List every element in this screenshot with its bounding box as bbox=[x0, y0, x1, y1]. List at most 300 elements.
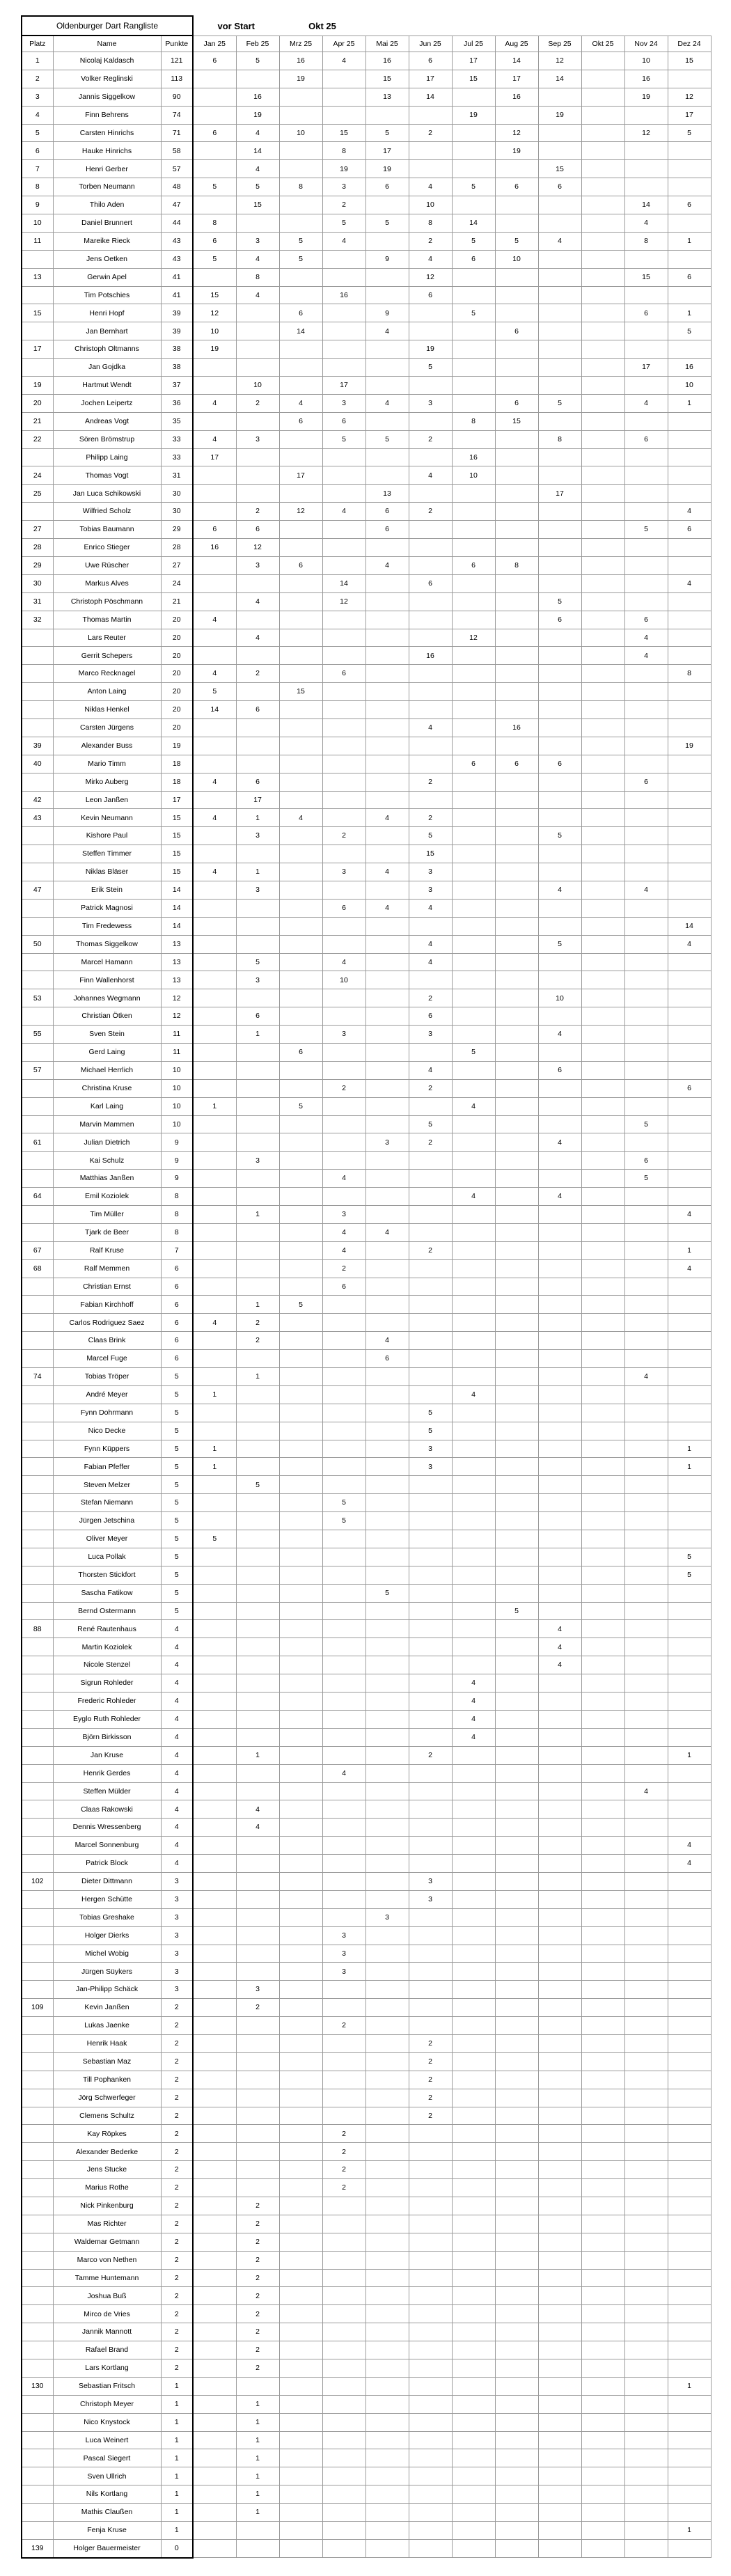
points-cell: 36 bbox=[161, 394, 193, 412]
points-cell: 58 bbox=[161, 142, 193, 160]
month-score-cell bbox=[409, 1782, 452, 1800]
month-score-cell bbox=[495, 1819, 538, 1837]
month-score-cell bbox=[668, 1602, 711, 1620]
month-score-cell bbox=[279, 485, 322, 503]
month-score-cell bbox=[581, 178, 624, 196]
month-score-cell bbox=[624, 1043, 668, 1061]
player-name-cell: Sven Stein bbox=[53, 1026, 161, 1044]
points-cell: 4 bbox=[161, 1620, 193, 1638]
points-cell: 10 bbox=[161, 1061, 193, 1079]
month-score-cell bbox=[322, 1350, 366, 1368]
month-score-cell bbox=[538, 1440, 581, 1458]
month-score-cell bbox=[581, 1620, 624, 1638]
month-score-cell bbox=[495, 1115, 538, 1133]
month-score-cell bbox=[193, 1656, 236, 1674]
player-name-cell: Alexander Buss bbox=[53, 737, 161, 755]
rank-cell: 5 bbox=[22, 124, 53, 142]
player-name-cell: Tim Fredewess bbox=[53, 917, 161, 935]
month-score-cell bbox=[236, 1259, 279, 1278]
player-name-cell: Niklas Henkel bbox=[53, 701, 161, 719]
month-score-cell: 16 bbox=[236, 88, 279, 106]
month-score-cell bbox=[581, 521, 624, 539]
month-score-cell: 2 bbox=[409, 989, 452, 1007]
month-score-cell bbox=[495, 2305, 538, 2323]
month-score-cell bbox=[495, 1188, 538, 1206]
month-score-cell: 2 bbox=[322, 2179, 366, 2197]
month-score-cell bbox=[624, 377, 668, 395]
month-score-cell bbox=[193, 2251, 236, 2269]
month-score-cell bbox=[624, 2522, 668, 2540]
month-score-cell bbox=[193, 1223, 236, 1241]
month-score-cell bbox=[366, 2359, 409, 2378]
month-score-cell bbox=[624, 178, 668, 196]
player-name-cell: Erik Stein bbox=[53, 881, 161, 899]
month-score-cell bbox=[495, 1458, 538, 1476]
month-score-cell bbox=[495, 2395, 538, 2413]
table-row bbox=[22, 755, 711, 773]
rank-cell bbox=[22, 1223, 53, 1241]
rank-cell bbox=[22, 1819, 53, 1837]
rank-cell bbox=[22, 1170, 53, 1188]
month-score-cell bbox=[668, 214, 711, 233]
month-score-cell bbox=[581, 1314, 624, 1332]
player-name-cell: Nico Knystock bbox=[53, 2413, 161, 2431]
month-score-cell bbox=[452, 1206, 495, 1224]
month-score-cell bbox=[193, 1133, 236, 1152]
month-score-cell bbox=[581, 899, 624, 917]
month-score-cell: 4 bbox=[366, 556, 409, 574]
month-score-cell bbox=[538, 737, 581, 755]
month-score-cell: 4 bbox=[366, 863, 409, 881]
rank-cell: 61 bbox=[22, 1133, 53, 1152]
sheet-title: Oldenburger Dart Rangliste bbox=[22, 16, 193, 36]
month-score-cell bbox=[409, 322, 452, 340]
month-score-cell bbox=[495, 1241, 538, 1259]
month-score-cell: 2 bbox=[236, 503, 279, 521]
month-score-cell: 5 bbox=[366, 124, 409, 142]
month-score-cell bbox=[495, 1764, 538, 1782]
month-score-cell bbox=[452, 592, 495, 611]
table-row bbox=[22, 1241, 711, 1259]
month-score-cell bbox=[538, 2431, 581, 2449]
month-score-cell bbox=[495, 1837, 538, 1855]
month-score-cell bbox=[581, 2071, 624, 2089]
month-score-cell bbox=[279, 1819, 322, 1837]
month-score-cell bbox=[279, 665, 322, 683]
table-row bbox=[22, 2413, 711, 2431]
points-cell: 2 bbox=[161, 2052, 193, 2071]
month-score-cell bbox=[538, 2305, 581, 2323]
table-row bbox=[22, 1152, 711, 1170]
month-score-cell bbox=[193, 953, 236, 971]
month-score-cell bbox=[452, 1602, 495, 1620]
points-cell: 4 bbox=[161, 1693, 193, 1711]
month-score-cell bbox=[236, 1710, 279, 1728]
month-score-cell bbox=[322, 2034, 366, 2052]
month-score-cell: 5 bbox=[538, 394, 581, 412]
month-score-cell bbox=[581, 1548, 624, 1566]
points-cell: 43 bbox=[161, 232, 193, 250]
table-row bbox=[22, 1476, 711, 1494]
month-score-cell bbox=[581, 2539, 624, 2557]
player-name-cell: Kishore Paul bbox=[53, 827, 161, 845]
month-score-cell bbox=[624, 2341, 668, 2359]
month-score-cell bbox=[193, 1746, 236, 1764]
table-row bbox=[22, 1133, 711, 1152]
month-score-cell bbox=[366, 881, 409, 899]
month-score-cell bbox=[366, 1819, 409, 1837]
month-score-cell bbox=[236, 1638, 279, 1656]
month-score-cell bbox=[366, 2522, 409, 2540]
table-row bbox=[22, 2197, 711, 2215]
header-month: Aug 25 bbox=[495, 36, 538, 52]
month-score-cell bbox=[322, 2107, 366, 2125]
month-score-cell bbox=[624, 106, 668, 124]
month-score-cell bbox=[279, 863, 322, 881]
month-score-cell: 2 bbox=[322, 2143, 366, 2161]
month-score-cell bbox=[581, 1079, 624, 1097]
rank-cell: 13 bbox=[22, 268, 53, 286]
points-cell: 9 bbox=[161, 1152, 193, 1170]
month-score-cell bbox=[538, 2017, 581, 2035]
month-score-cell bbox=[409, 1512, 452, 1530]
table-row bbox=[22, 1079, 711, 1097]
month-score-cell bbox=[452, 1800, 495, 1819]
month-score-cell bbox=[538, 917, 581, 935]
points-cell: 4 bbox=[161, 1782, 193, 1800]
month-score-cell bbox=[279, 1278, 322, 1296]
month-score-cell bbox=[366, 1710, 409, 1728]
month-score-cell bbox=[581, 1241, 624, 1259]
table-row bbox=[22, 1566, 711, 1584]
month-score-cell bbox=[322, 809, 366, 827]
rank-cell bbox=[22, 1440, 53, 1458]
rank-cell: 88 bbox=[22, 1620, 53, 1638]
month-score-cell bbox=[581, 2034, 624, 2052]
month-score-cell bbox=[581, 1746, 624, 1764]
points-cell: 2 bbox=[161, 2233, 193, 2251]
month-score-cell bbox=[452, 2522, 495, 2540]
player-name-cell: Jürgen Süykers bbox=[53, 1963, 161, 1981]
month-score-cell: 1 bbox=[236, 2431, 279, 2449]
month-score-cell bbox=[538, 1368, 581, 1386]
player-name-cell: Lukas Jaenke bbox=[53, 2017, 161, 2035]
month-score-cell bbox=[322, 647, 366, 665]
month-score-cell bbox=[581, 1440, 624, 1458]
month-score-cell bbox=[193, 1259, 236, 1278]
month-score-cell: 2 bbox=[409, 1241, 452, 1259]
month-score-cell bbox=[322, 1548, 366, 1566]
month-score-cell bbox=[624, 539, 668, 557]
month-score-cell bbox=[366, 827, 409, 845]
month-score-cell bbox=[668, 1152, 711, 1170]
points-cell: 17 bbox=[161, 791, 193, 809]
month-score-cell bbox=[322, 1133, 366, 1152]
month-score-cell bbox=[366, 448, 409, 466]
points-cell: 5 bbox=[161, 1548, 193, 1566]
month-score-cell bbox=[668, 1945, 711, 1963]
month-score-cell: 4 bbox=[236, 629, 279, 647]
points-cell: 4 bbox=[161, 1728, 193, 1746]
month-score-cell: 5 bbox=[538, 827, 581, 845]
month-score-cell bbox=[668, 539, 711, 557]
month-score-cell bbox=[366, 665, 409, 683]
month-score-cell: 1 bbox=[668, 232, 711, 250]
table-row bbox=[22, 1837, 711, 1855]
month-score-cell bbox=[581, 304, 624, 322]
month-score-cell bbox=[279, 845, 322, 863]
points-cell: 6 bbox=[161, 1314, 193, 1332]
month-score-cell bbox=[279, 737, 322, 755]
month-score-cell bbox=[581, 2287, 624, 2305]
month-score-cell bbox=[581, 989, 624, 1007]
player-name-cell: Henri Hopf bbox=[53, 304, 161, 322]
month-score-cell: 4 bbox=[193, 430, 236, 448]
month-score-cell bbox=[538, 2143, 581, 2161]
month-score-cell bbox=[366, 1981, 409, 1999]
month-score-cell bbox=[236, 1133, 279, 1152]
month-score-cell bbox=[193, 1710, 236, 1728]
month-score-cell bbox=[236, 2539, 279, 2557]
month-score-cell bbox=[452, 845, 495, 863]
month-score-cell bbox=[452, 1259, 495, 1278]
month-score-cell: 19 bbox=[668, 737, 711, 755]
month-score-cell bbox=[624, 1566, 668, 1584]
table-row bbox=[22, 124, 711, 142]
player-name-cell: Holger Bauermeister bbox=[53, 2539, 161, 2557]
month-score-cell bbox=[624, 1963, 668, 1981]
month-score-cell bbox=[193, 2539, 236, 2557]
month-score-cell bbox=[495, 1368, 538, 1386]
month-score-cell: 4 bbox=[409, 935, 452, 953]
month-score-cell bbox=[452, 574, 495, 592]
month-score-cell bbox=[495, 899, 538, 917]
month-score-cell bbox=[193, 1890, 236, 1908]
month-score-cell bbox=[193, 1674, 236, 1693]
month-score-cell bbox=[322, 1693, 366, 1711]
table-row bbox=[22, 2305, 711, 2323]
rank-cell: 19 bbox=[22, 377, 53, 395]
month-score-cell bbox=[495, 304, 538, 322]
header-month: Jul 25 bbox=[452, 36, 495, 52]
month-score-cell: 10 bbox=[193, 322, 236, 340]
month-score-cell bbox=[452, 953, 495, 971]
rank-cell: 74 bbox=[22, 1368, 53, 1386]
month-score-cell bbox=[668, 1296, 711, 1314]
month-score-cell bbox=[279, 214, 322, 233]
month-score-cell bbox=[366, 2395, 409, 2413]
month-score-cell bbox=[452, 665, 495, 683]
player-name-cell: Holger Dierks bbox=[53, 1926, 161, 1945]
player-name-cell: Wilfried Scholz bbox=[53, 503, 161, 521]
month-score-cell bbox=[538, 1674, 581, 1693]
month-score-cell bbox=[452, 611, 495, 629]
month-score-cell bbox=[538, 1385, 581, 1404]
month-score-cell bbox=[624, 701, 668, 719]
month-score-cell bbox=[581, 1133, 624, 1152]
month-score-cell bbox=[452, 2449, 495, 2467]
month-score-cell bbox=[409, 592, 452, 611]
month-score-cell bbox=[581, 485, 624, 503]
points-cell: 6 bbox=[161, 1278, 193, 1296]
month-score-cell bbox=[322, 683, 366, 701]
month-score-cell bbox=[538, 2125, 581, 2143]
rank-cell bbox=[22, 1476, 53, 1494]
month-score-cell bbox=[668, 647, 711, 665]
month-score-cell bbox=[452, 1026, 495, 1044]
month-score-cell: 2 bbox=[236, 394, 279, 412]
month-score-cell bbox=[624, 1404, 668, 1422]
rank-cell: 7 bbox=[22, 160, 53, 178]
month-score-cell bbox=[322, 2323, 366, 2341]
month-score-cell: 3 bbox=[322, 394, 366, 412]
month-score-cell bbox=[452, 1819, 495, 1837]
month-score-cell bbox=[495, 160, 538, 178]
month-score-cell bbox=[624, 1026, 668, 1044]
month-score-cell bbox=[193, 755, 236, 773]
month-score-cell bbox=[495, 1710, 538, 1728]
month-score-cell bbox=[624, 1314, 668, 1332]
month-score-cell bbox=[366, 2143, 409, 2161]
rank-cell: 64 bbox=[22, 1188, 53, 1206]
player-name-cell: Sascha Fatikow bbox=[53, 1584, 161, 1602]
month-score-cell bbox=[366, 718, 409, 737]
rank-cell bbox=[22, 1764, 53, 1782]
rank-cell: 24 bbox=[22, 466, 53, 485]
month-score-cell bbox=[495, 1350, 538, 1368]
month-score-cell: 2 bbox=[322, 1259, 366, 1278]
month-score-cell bbox=[279, 1152, 322, 1170]
month-score-cell: 3 bbox=[322, 1206, 366, 1224]
month-score-cell bbox=[452, 2359, 495, 2378]
month-score-cell: 16 bbox=[279, 52, 322, 70]
month-score-cell: 5 bbox=[668, 1566, 711, 1584]
month-score-cell bbox=[495, 1890, 538, 1908]
month-score-cell bbox=[322, 755, 366, 773]
month-score-cell: 5 bbox=[279, 1097, 322, 1115]
month-score-cell bbox=[495, 629, 538, 647]
month-score-cell bbox=[452, 1999, 495, 2017]
month-score-cell bbox=[409, 2431, 452, 2449]
month-score-cell bbox=[495, 1530, 538, 1548]
table-row bbox=[22, 737, 711, 755]
month-score-cell bbox=[624, 2413, 668, 2431]
month-score-cell: 17 bbox=[495, 70, 538, 88]
month-score-cell bbox=[409, 1494, 452, 1512]
month-score-cell bbox=[409, 2377, 452, 2395]
month-score-cell bbox=[322, 1440, 366, 1458]
rank-cell bbox=[22, 250, 53, 268]
month-score-cell bbox=[193, 1026, 236, 1044]
month-score-cell bbox=[624, 737, 668, 755]
month-score-cell: 3 bbox=[409, 1872, 452, 1890]
month-score-cell bbox=[409, 1800, 452, 1819]
month-score-cell: 15 bbox=[452, 70, 495, 88]
month-score-cell bbox=[193, 899, 236, 917]
month-score-cell bbox=[668, 1061, 711, 1079]
month-score-cell bbox=[452, 971, 495, 989]
month-score-cell: 4 bbox=[236, 1800, 279, 1819]
month-score-cell bbox=[236, 1764, 279, 1782]
month-score-cell bbox=[193, 2522, 236, 2540]
table-row bbox=[22, 2071, 711, 2089]
table-row bbox=[22, 1026, 711, 1044]
month-score-cell bbox=[538, 1693, 581, 1711]
month-score-cell: 8 bbox=[236, 268, 279, 286]
month-score-cell bbox=[495, 2431, 538, 2449]
table-row bbox=[22, 2323, 711, 2341]
points-cell: 11 bbox=[161, 1026, 193, 1044]
month-score-cell bbox=[668, 1026, 711, 1044]
month-score-cell bbox=[495, 1656, 538, 1674]
month-score-cell bbox=[236, 1945, 279, 1963]
player-name-cell: Carlos Rodriguez Saez bbox=[53, 1314, 161, 1332]
month-score-cell bbox=[668, 2431, 711, 2449]
month-score-cell bbox=[495, 1007, 538, 1026]
month-score-cell bbox=[193, 2161, 236, 2179]
rank-cell bbox=[22, 1656, 53, 1674]
month-score-cell: 19 bbox=[495, 142, 538, 160]
month-score-cell bbox=[624, 340, 668, 359]
month-score-cell bbox=[538, 2034, 581, 2052]
month-score-cell bbox=[668, 791, 711, 809]
player-name-cell: Marvin Mammen bbox=[53, 1115, 161, 1133]
month-score-cell bbox=[236, 1512, 279, 1530]
table-row bbox=[22, 377, 711, 395]
month-score-cell bbox=[624, 1007, 668, 1026]
month-score-cell bbox=[624, 683, 668, 701]
month-score-cell bbox=[668, 2485, 711, 2504]
month-score-cell bbox=[193, 1800, 236, 1819]
month-score-cell bbox=[279, 2449, 322, 2467]
table-row bbox=[22, 1728, 711, 1746]
month-score-cell bbox=[452, 1061, 495, 1079]
player-name-cell: Kevin Neumann bbox=[53, 809, 161, 827]
points-cell: 13 bbox=[161, 953, 193, 971]
month-score-cell bbox=[538, 2197, 581, 2215]
month-score-cell bbox=[581, 1728, 624, 1746]
month-score-cell bbox=[322, 1115, 366, 1133]
month-score-cell bbox=[668, 1422, 711, 1440]
month-score-cell bbox=[538, 1422, 581, 1440]
month-score-cell bbox=[193, 1494, 236, 1512]
month-score-cell bbox=[366, 1314, 409, 1332]
month-score-cell: 5 bbox=[452, 232, 495, 250]
month-score-cell bbox=[581, 430, 624, 448]
month-score-cell bbox=[409, 2215, 452, 2233]
month-score-cell bbox=[581, 574, 624, 592]
month-score-cell bbox=[366, 412, 409, 430]
month-score-cell: 6 bbox=[538, 1061, 581, 1079]
month-score-cell: 6 bbox=[279, 1043, 322, 1061]
month-score-cell: 15 bbox=[495, 412, 538, 430]
month-score-cell bbox=[279, 2251, 322, 2269]
table-row bbox=[22, 1872, 711, 1890]
rank-cell: 55 bbox=[22, 1026, 53, 1044]
month-score-cell bbox=[193, 1512, 236, 1530]
month-score-cell bbox=[624, 989, 668, 1007]
rank-cell: 20 bbox=[22, 394, 53, 412]
month-score-cell bbox=[236, 412, 279, 430]
month-score-cell: 4 bbox=[538, 1188, 581, 1206]
month-score-cell: 6 bbox=[322, 899, 366, 917]
month-score-cell bbox=[538, 1819, 581, 1837]
month-score-cell bbox=[538, 1512, 581, 1530]
month-score-cell bbox=[624, 665, 668, 683]
month-score-cell bbox=[538, 124, 581, 142]
month-score-cell: 19 bbox=[452, 106, 495, 124]
points-cell: 3 bbox=[161, 1963, 193, 1981]
